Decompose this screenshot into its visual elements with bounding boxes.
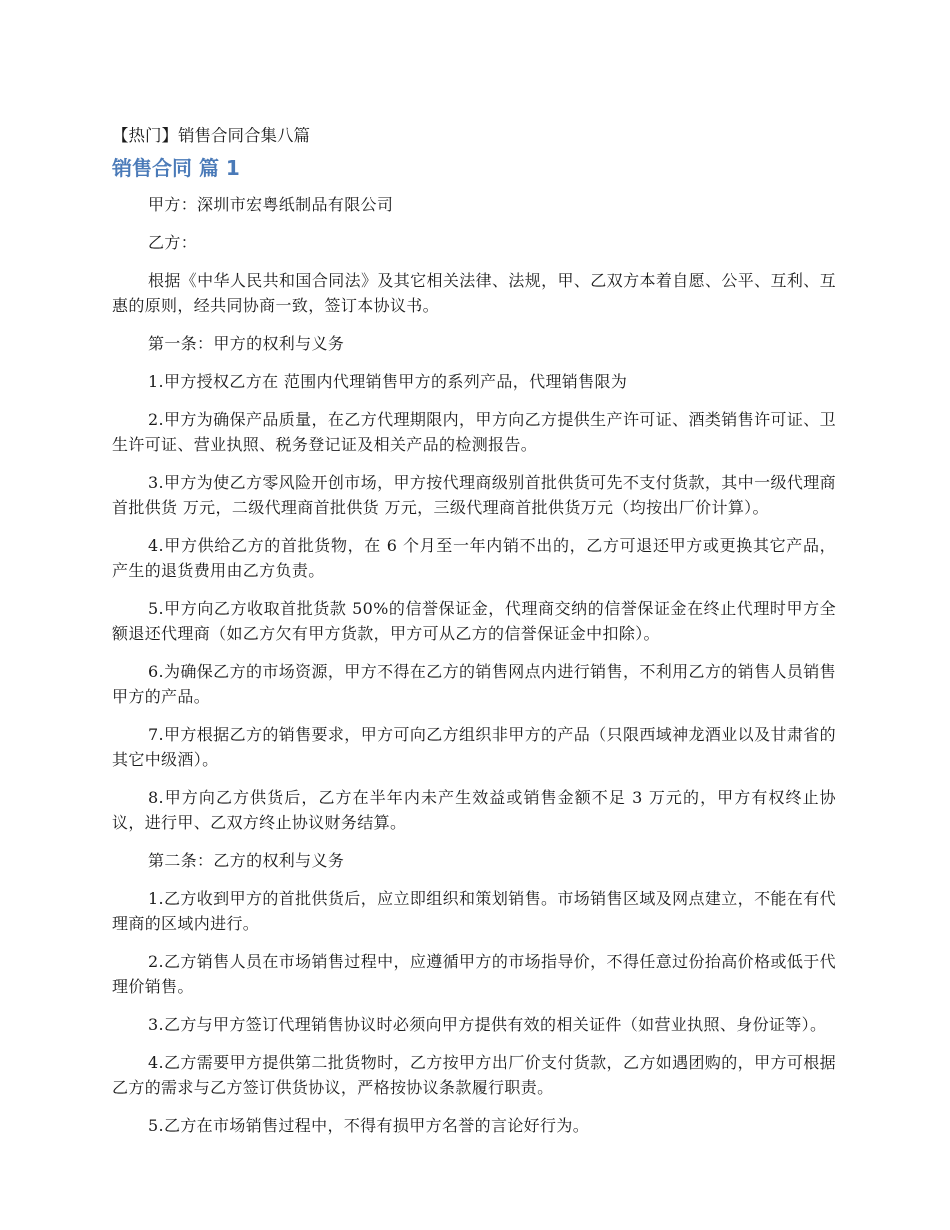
party-a-line: 甲方：深圳市宏粤纸制品有限公司 — [148, 195, 394, 214]
section-heading: 销售合同 篇 1 — [112, 156, 240, 180]
preamble-paragraph: 根据《中华人民共和国合同法》及其它相关法律、法规，甲、乙双方本着自愿、公平、互利、互惠的原则，经共同协商一致，签订本协议书。 — [112, 271, 836, 315]
article-1-clause-5: 5.甲方向乙方收取首批货款 50%的信誉保证金，代理商交纳的信誉保证金在终止代理时甲方全额退还代理商（如乙方欠有甲方货款，甲方可从乙方的信誉保证金中扣除）。 — [112, 599, 836, 643]
article-1-clause-3: 3.甲方为使乙方零风险开创市场，甲方按代理商级别首批供货可先不支付货款，其中一级代理商首批供货 万元，二级代理商首批供货 万元，三级代理商首批供货万元（均按出厂价计算）。 — [112, 473, 836, 517]
article-1-clause-2: 2.甲方为确保产品质量，在乙方代理期限内，甲方向乙方提供生产许可证、酒类销售许可证、卫生许可证、营业执照、税务登记证及相关产品的检测报告。 — [112, 410, 836, 454]
article-1-clause-1: 1.甲方授权乙方在 范围内代理销售甲方的系列产品，代理销售限为 — [148, 372, 628, 391]
article-2-clause-4: 4.乙方需要甲方提供第二批货物时，乙方按甲方出厂价支付货款，乙方如遇团购的，甲方可根据乙方的需求与乙方签订供货协议，严格按协议条款履行职责。 — [112, 1053, 836, 1097]
article-2-clause-3: 3.乙方与甲方签订代理销售协议时必须向甲方提供有效的相关证件（如营业执照、身份证等）。 — [148, 1015, 827, 1034]
article-2-clause-5: 5.乙方在市场销售过程中，不得有损甲方名誉的言论好行为。 — [148, 1116, 590, 1135]
article-2-clause-2: 2.乙方销售人员在市场销售过程中，应遵循甲方的市场指导价，不得任意过份抬高价格或低于代理价销售。 — [112, 952, 836, 996]
article-1-heading: 第一条：甲方的权利与义务 — [148, 334, 345, 353]
document-title: 【热门】销售合同合集八篇 — [112, 126, 310, 145]
article-2-clause-1: 1.乙方收到甲方的首批供货后，应立即组织和策划销售。市场销售区域及网点建立，不能在有代理商的区域内进行。 — [112, 889, 836, 933]
party-b-line: 乙方： — [148, 233, 198, 252]
article-1-clause-8: 8.甲方向乙方供货后，乙方在半年内未产生效益或销售金额不足 3 万元的，甲方有权终止协议，进行甲、乙双方终止协议财务结算。 — [112, 788, 836, 832]
article-1-clause-6: 6.为确保乙方的市场资源，甲方不得在乙方的销售网点内进行销售，不利用乙方的销售人员销售甲方的产品。 — [112, 662, 836, 706]
article-1-clause-4: 4.甲方供给乙方的首批货物，在 6 个月至一年内销不出的，乙方可退还甲方或更换其它产品，产生的退货费用由乙方负责。 — [112, 536, 836, 580]
article-2-heading: 第二条：乙方的权利与义务 — [148, 851, 345, 870]
document-page — [112, 124, 836, 1151]
article-1-clause-7: 7.甲方根据乙方的销售要求，甲方可向乙方组织非甲方的产品（只限西域神龙酒业以及甘肃省的其它中级酒）。 — [112, 725, 836, 769]
